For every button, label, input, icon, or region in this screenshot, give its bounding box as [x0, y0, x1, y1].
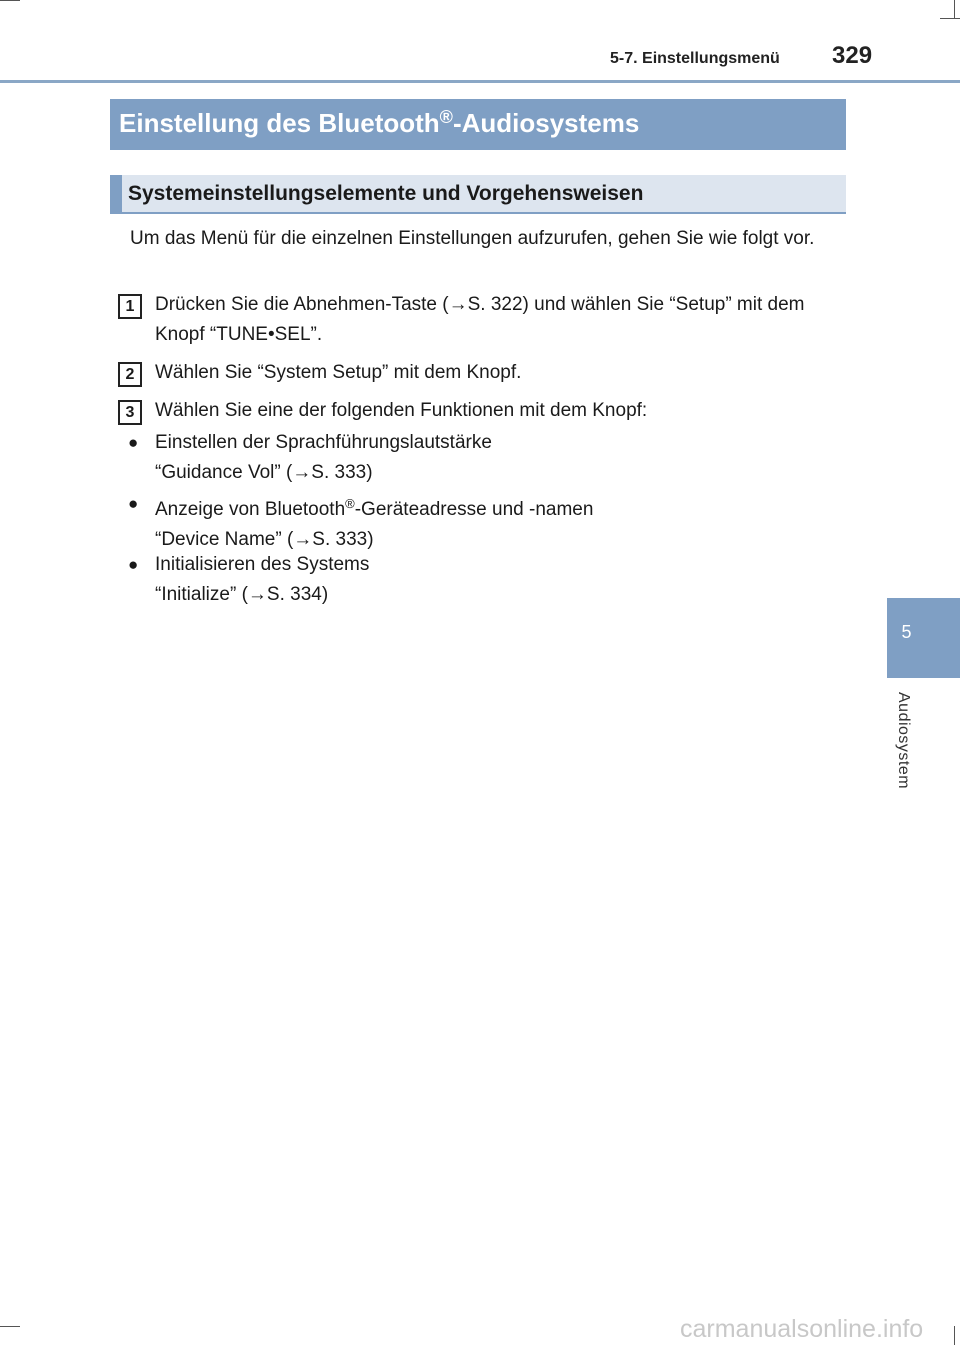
bullet-dot: ● — [128, 555, 139, 574]
chapter-label: Audiosystem — [895, 692, 912, 790]
bullet-line-suffix: -Geräteadresse und -namen — [354, 499, 594, 520]
crop-mark-bottom-right-v — [954, 1326, 955, 1345]
step-number-badge: 3 — [118, 400, 142, 425]
registered-mark: ® — [439, 107, 453, 127]
bullet-reference: “Device Name” (→S. 333) — [155, 529, 374, 550]
bullet-line: Anzeige von Bluetooth — [155, 499, 346, 520]
step-text: Wählen Sie “System Setup” mit dem Knopf. — [155, 362, 522, 383]
crop-mark-top-left — [0, 0, 20, 1]
main-title-suffix: -Audiosystems — [452, 108, 640, 138]
main-title-text: Einstellung des Bluetooth — [119, 108, 440, 138]
registered-mark: ® — [345, 496, 355, 511]
section-subtitle: Systemeinstellungselemente und Vorgehensweisen — [110, 175, 846, 214]
step-text: Drücken Sie die Abnehmen-Taste (→S. 322) und wählen Sie “Setup” mit dem Knopf “TUNE•SEL”. — [155, 294, 805, 345]
bullet-line: Einstellen der Sprachführungslautstärke — [155, 432, 492, 453]
page-number: 329 — [832, 42, 873, 69]
bullet-dot: ● — [128, 433, 139, 452]
section-header: 5-7. Einstellungsmenü — [610, 50, 780, 67]
crop-mark-top-right-v — [954, 0, 955, 18]
watermark: carmanualsonline.info — [680, 1315, 924, 1343]
step-text: Wählen Sie eine der folgenden Funktionen mit dem Knopf: — [155, 400, 648, 421]
bullet-line: Initialisieren des Systems — [155, 554, 370, 575]
bullet-item — [155, 489, 845, 555]
main-title — [110, 99, 846, 150]
step-number-badge: 2 — [118, 362, 142, 387]
step-number-badge: 1 — [118, 294, 142, 319]
crop-mark-bottom-left — [0, 1326, 20, 1327]
bullet-reference: “Guidance Vol” (→S. 333) — [155, 462, 373, 483]
intro-paragraph: Um das Menü für die einzelnen Einstellungen aufzurufen, gehen Sie wie folgt vor. — [130, 228, 815, 249]
crop-mark-top-right-h — [940, 18, 960, 19]
header-rule — [0, 80, 960, 83]
bullet-reference: “Initialize” (→S. 334) — [155, 584, 329, 605]
bullet-item — [155, 428, 845, 488]
bullet-dot: ● — [128, 494, 139, 513]
chapter-tab: 5 — [887, 598, 960, 678]
bullet-item — [155, 550, 845, 610]
